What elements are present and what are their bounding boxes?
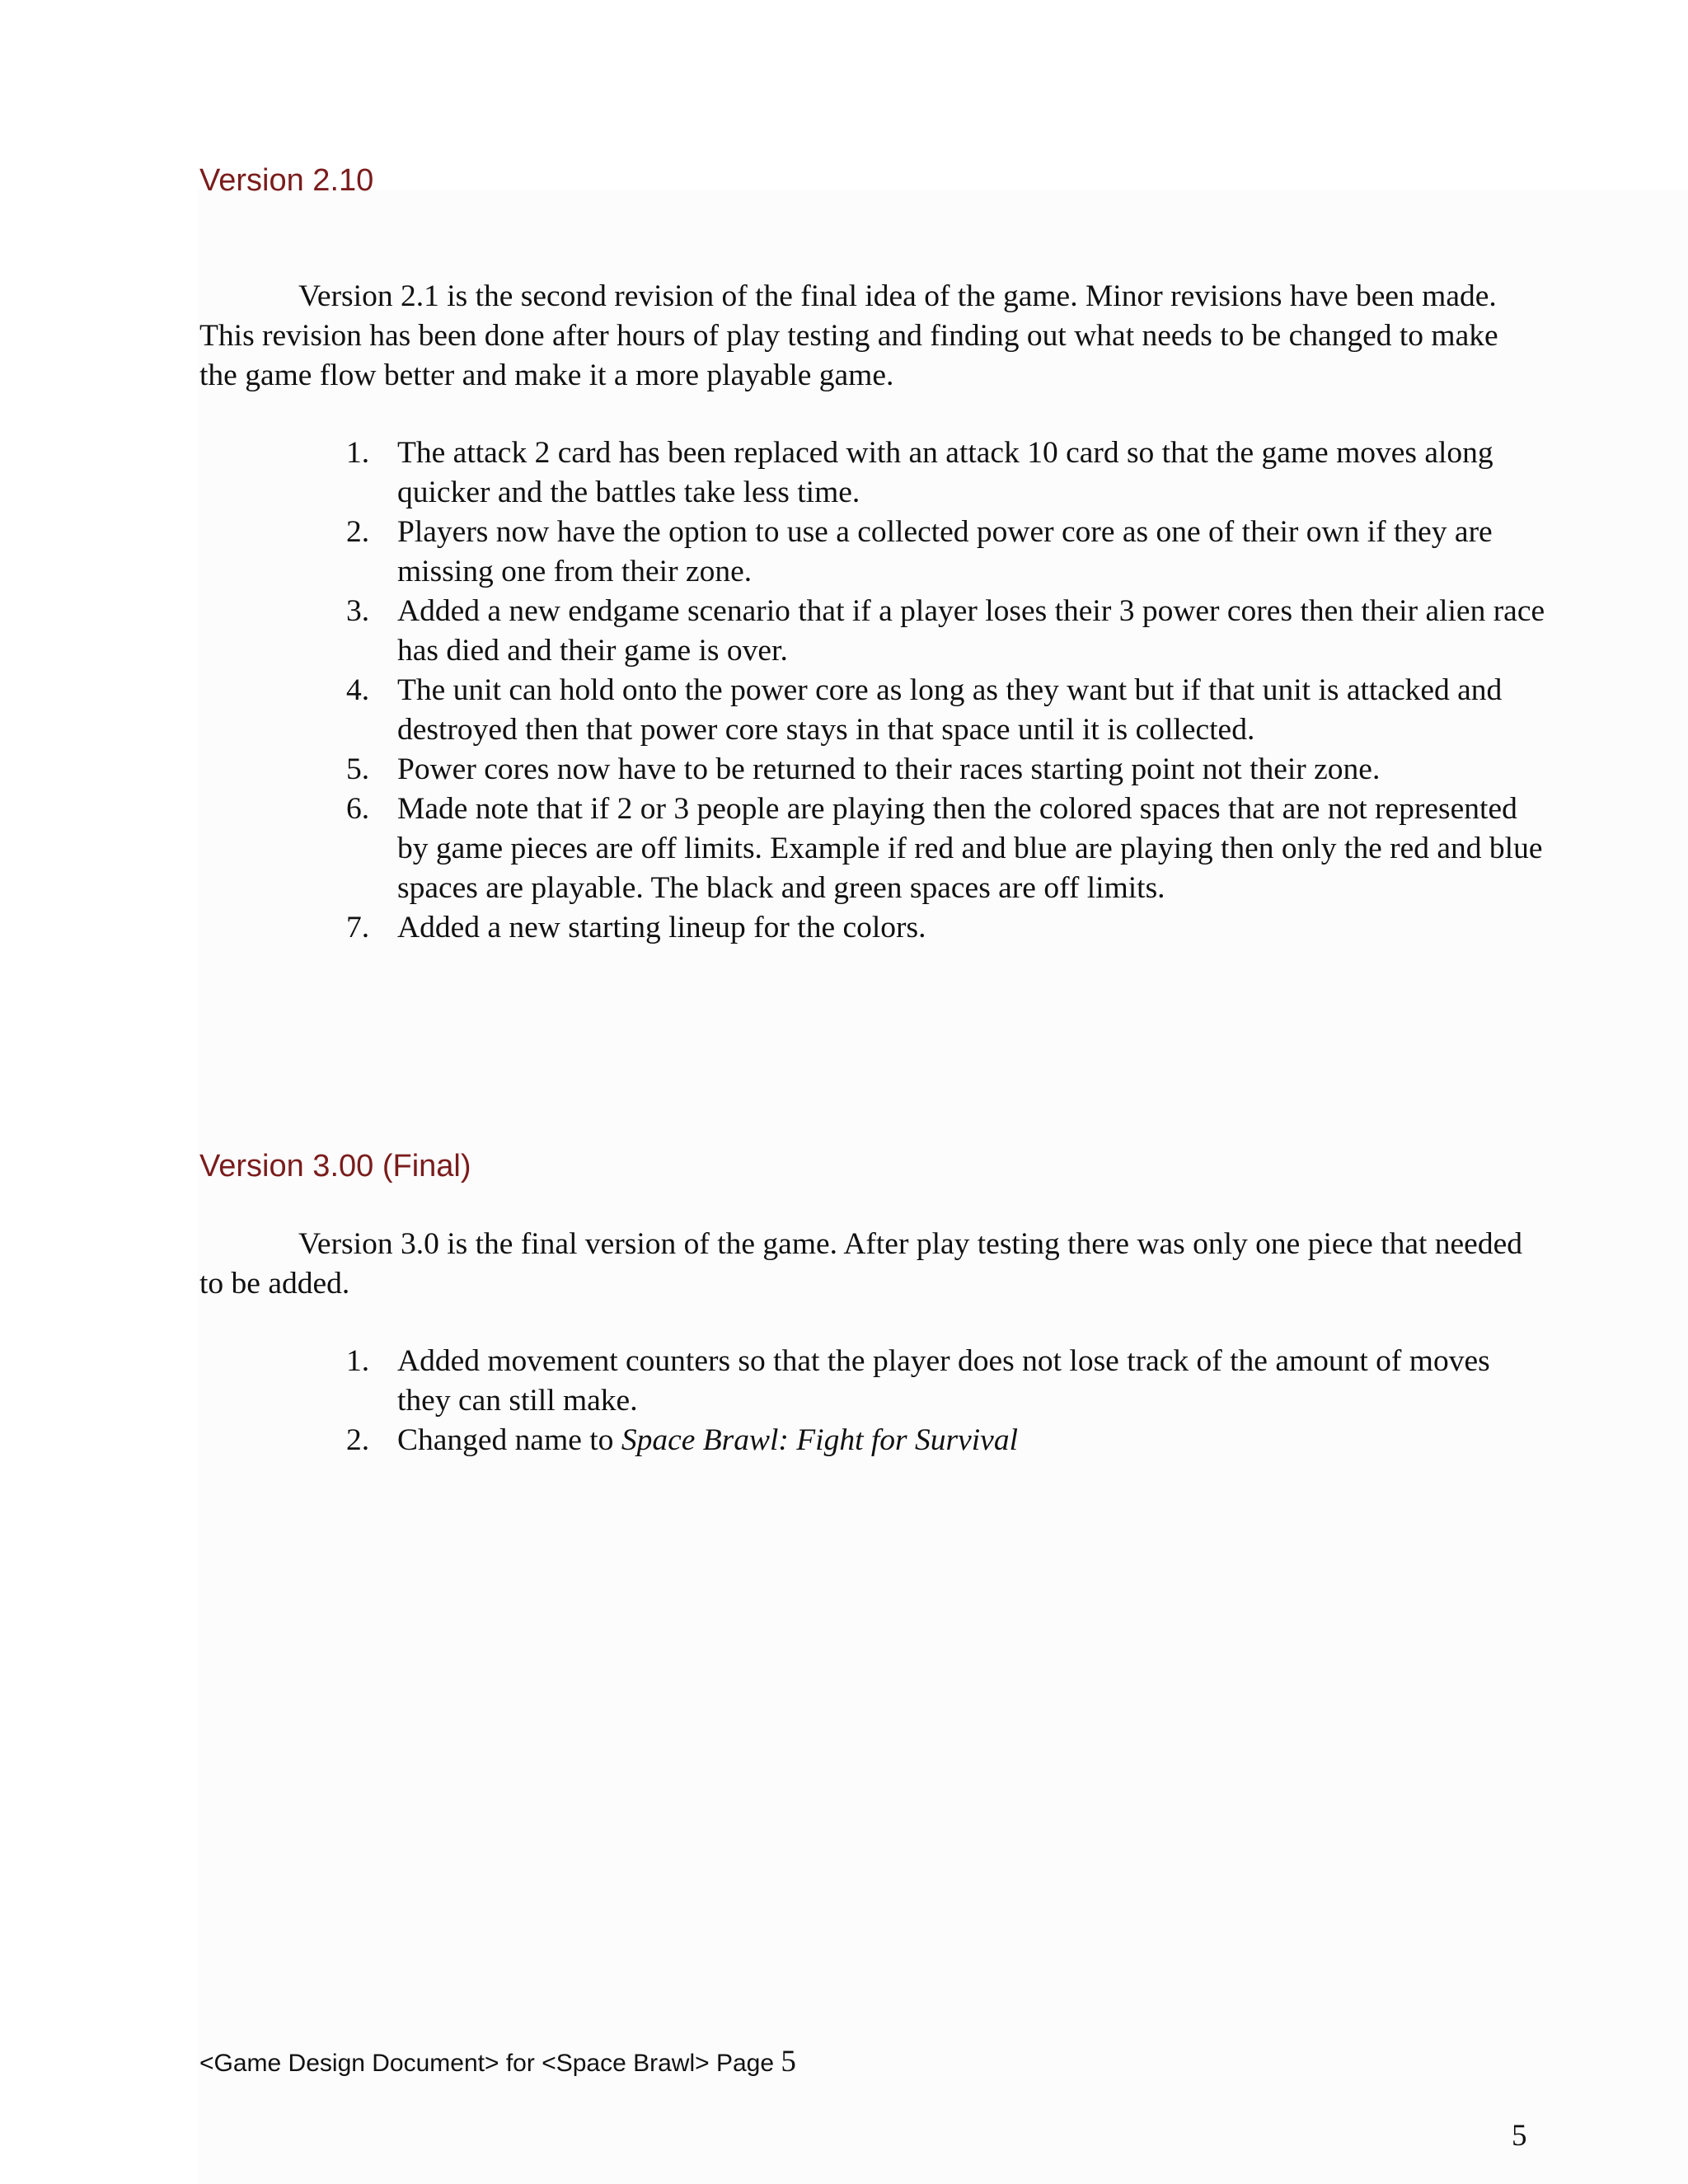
game-title-italic: Space Brawl: Fight for Survival <box>621 1423 1018 1457</box>
list-item: 4. The unit can hold onto the power core as long as they want but if that unit is attacked and destroyed then that power core stays in that space until it is collected. <box>346 673 1503 747</box>
page-footer <box>199 2044 796 2079</box>
list-item: 2. Changed name to Space Brawl: Fight for Survival <box>346 1423 1018 1457</box>
list-item: 6. Made note that if 2 or 3 people are playing then the colored spaces that are not represented by game pieces are off limits. Example if red and blue are playing then only the red and blue spaces are playable. The black and green spaces are off limits. <box>346 792 1543 905</box>
section-paragraph-version-3-00: Version 3.0 is the final version of the game. After play testing there was only one piece that needed to be added. <box>199 1227 1522 1301</box>
list-item: 3. Added a new endgame scenario that if a player loses their 3 power cores then their alien race has died and their game is over. <box>346 594 1545 668</box>
list-item: 1. Added movement counters so that the player does not lose track of the amount of moves they can still make. <box>346 1344 1490 1418</box>
footer-text: <Game Design Document> for <Space Brawl> Page <box>199 2050 781 2077</box>
list-item: 1. The attack 2 card has been replaced with an attack 10 card so that the game moves along quicker and the battles take less time. <box>346 436 1493 509</box>
section-heading-version-3-00: Version 3.00 (Final) <box>199 1149 471 1183</box>
revision-list-version-3-00 <box>346 1342 1550 1460</box>
list-item: 7. Added a new starting lineup for the colors. <box>346 911 926 944</box>
list-item: 5. Power cores now have to be returned to their races starting point not their zone. <box>346 752 1381 786</box>
revision-list-version-2-10 <box>346 434 1550 948</box>
list-item: 2. Players now have the option to use a collected power core as one of their own if they are missing one from their zone. <box>346 515 1493 588</box>
footer-page-number: 5 <box>781 2045 796 2079</box>
section-paragraph-version-2-10: Version 2.1 is the second revision of the final idea of the game. Minor revisions have been made. This revision has been done after hours of play testing and finding out what needs to be changed to make the game flow better and make it a more playable game. <box>199 279 1498 392</box>
page-number: 5 <box>1512 2119 1527 2153</box>
section-heading-version-2-10: Version 2.10 <box>199 163 374 198</box>
